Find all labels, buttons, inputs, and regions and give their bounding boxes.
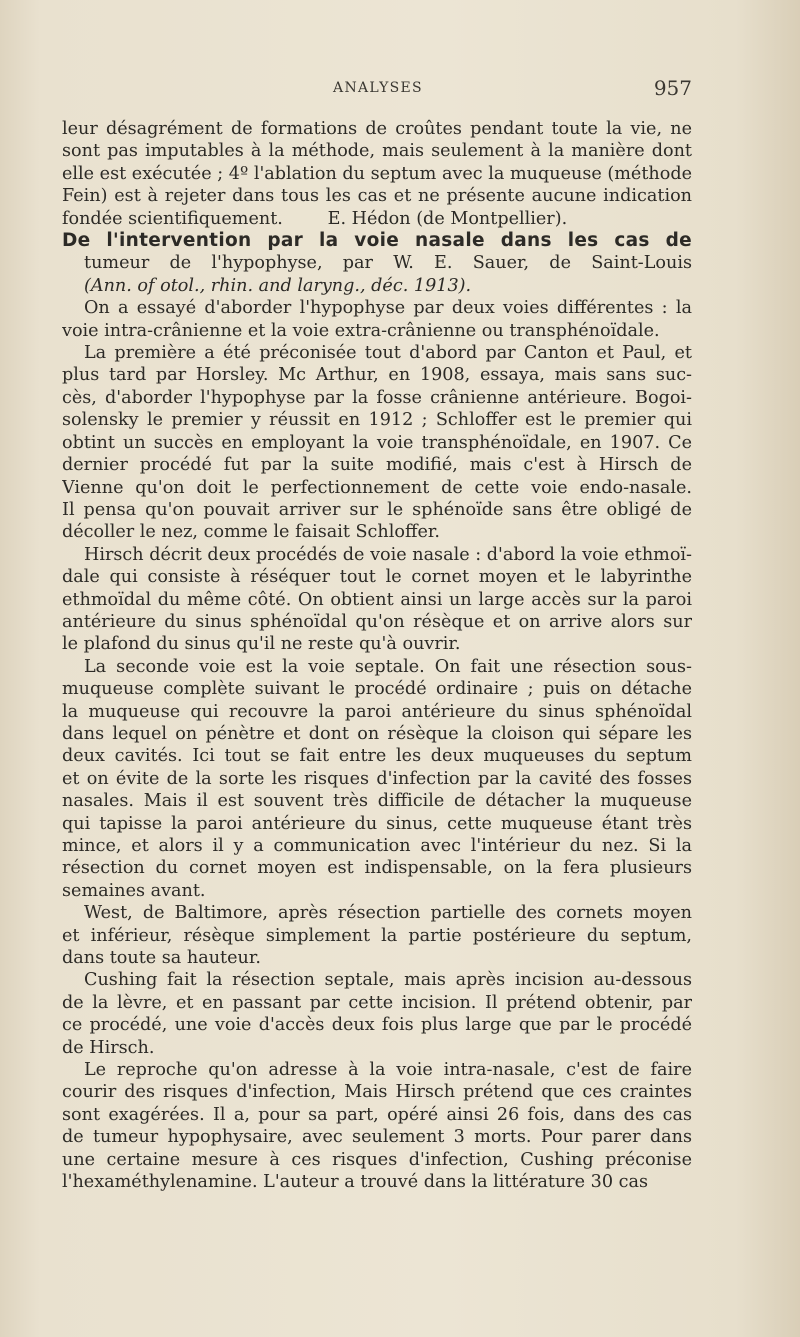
text-line: la muqueuse qui recouvre la paroi antérieure du sinus sphénoïdal	[62, 701, 692, 722]
text-line: de Hirsch.	[62, 1037, 155, 1058]
text-line: West, de Baltimore, après résection partielle des cornets moyen	[84, 903, 692, 924]
text-line: l'hexaméthylenamine. L'auteur a trouvé dans la littérature 30 cas	[62, 1172, 649, 1193]
text-line: et inférieur, résèque simplement la partie postérieure du septum,	[62, 925, 692, 946]
text-line: Vienne qu'on doit le perfectionnement de cette voie endo-nasale.	[62, 477, 692, 498]
text-line: dernier procédé fut par la suite modifié, mais c'est à Hirsch de	[62, 455, 692, 476]
text-line: nasales. Mais il est souvent très difficile de détacher la muqueuse	[62, 791, 692, 812]
text-line: antérieure du sinus sphénoïdal qu'on résèque et on arrive alors sur	[62, 611, 692, 632]
text-line: décoller le nez, comme le faisait Schloffer.	[62, 522, 440, 543]
text-line: mince, et alors il y a communication avec l'intérieur du nez. Si la	[62, 836, 692, 856]
article-title-line: De l'intervention par la voie nasale dans les cas de	[62, 230, 692, 252]
article-title-line: tumeur de l'hypophyse, par W. E. Sauer, de Saint-Louis	[84, 253, 692, 274]
text-line: de la lèvre, et en passant par cette incision. Il prétend obtenir, par	[62, 992, 692, 1013]
text-line: voie intra-crânienne et la voie extra-crânienne ou transphénoïdale.	[62, 320, 660, 341]
text-line: dans toute sa hauteur.	[62, 948, 261, 969]
text-line: résection du cornet moyen est indispensable, on la fera plusieurs	[62, 858, 692, 879]
text-line: plus tard par Horsley. Mc Arthur, en 1908, essaya, mais sans suc-	[62, 365, 692, 386]
text-line: obtint un succès en employant la voie transphénoïdale, en 1907. Ce	[62, 432, 692, 453]
text-line: sont pas imputables à la méthode, mais seulement à la manière dont	[62, 141, 692, 162]
text-line: de tumeur hypophysaire, avec seulement 3 morts. Pour parer dans	[62, 1127, 692, 1148]
text-line: une certaine mesure à ces risques d'infection, Cushing préconise	[62, 1149, 692, 1170]
text-line: On a essayé d'aborder l'hypophyse par deux voies différentes : la	[84, 298, 692, 319]
text-line: La première a été préconisée tout d'abord par Canton et Paul, et	[84, 343, 692, 364]
text-line: courir des risques d'infection, Mais Hirsch prétend que ces craintes	[62, 1082, 692, 1103]
text-line: Il pensa qu'on pouvait arriver sur le sphénoïde sans être obligé de	[62, 499, 692, 520]
text-line: ce procédé, une voie d'accès deux fois plus large que par le procédé	[62, 1015, 692, 1036]
text-line: ethmoïdal du même côté. On obtient ainsi un large accès sur la paroi	[62, 589, 692, 610]
text-line: elle est exécutée ; 4º l'ablation du septum avec la muqueuse (méthode	[62, 163, 692, 184]
text-line: muqueuse complète suivant le procédé ordinaire ; puis on détache	[62, 679, 692, 700]
text-line: cès, d'aborder l'hypophyse par la fosse crânienne antérieure. Bogoi-	[62, 387, 692, 408]
text-line: deux cavités. Ici tout se fait entre les deux muqueuses du septum	[62, 746, 692, 767]
text-column	[62, 118, 692, 1194]
text-line: dale qui consiste à réséquer tout le cornet moyen et le labyrinthe	[62, 567, 692, 588]
signature-line: fondée scientifiquement. E. Hédon (de Montpellier).	[62, 208, 568, 229]
running-title: ANALYSES	[333, 80, 423, 96]
text-line: leur désagrément de formations de croûtes pendant toute la vie, ne	[62, 119, 692, 139]
text-line: dans lequel on pénètre et dont on résèque la cloison qui sépare les	[62, 723, 692, 744]
text-line: et on évite de la sorte les risques d'infection par la cavité des fosses	[62, 768, 692, 789]
running-header	[64, 76, 692, 102]
text-line: Cushing fait la résection septale, mais après incision au-dessous	[84, 970, 692, 991]
text-line: Hirsch décrit deux procédés de voie nasale : d'abord la voie ethmoï-	[84, 544, 692, 565]
text-line: semaines avant.	[62, 880, 206, 901]
text-line: Le reproche qu'on adresse à la voie intra-nasale, c'est de faire	[84, 1060, 692, 1081]
text-line: le plafond du sinus qu'il ne reste qu'à ouvrir.	[62, 634, 461, 655]
page-number: 957	[653, 76, 692, 100]
text-line: solensky le premier y réussit en 1912 ; Schloffer est le premier qui	[62, 410, 692, 431]
text-line: La seconde voie est la voie septale. On fait une résection sous-	[84, 656, 692, 677]
text-line: Fein) est à rejeter dans tous les cas et ne présente aucune indication	[62, 186, 692, 207]
text-line: sont exagérées. Il a, pour sa part, opéré ainsi 26 fois, dans des cas	[62, 1104, 692, 1125]
citation-line: (Ann. of otol., rhin. and laryng., déc. 1913).	[84, 275, 472, 296]
text-line: qui tapisse la paroi antérieure du sinus, cette muqueuse étant très	[62, 813, 692, 834]
